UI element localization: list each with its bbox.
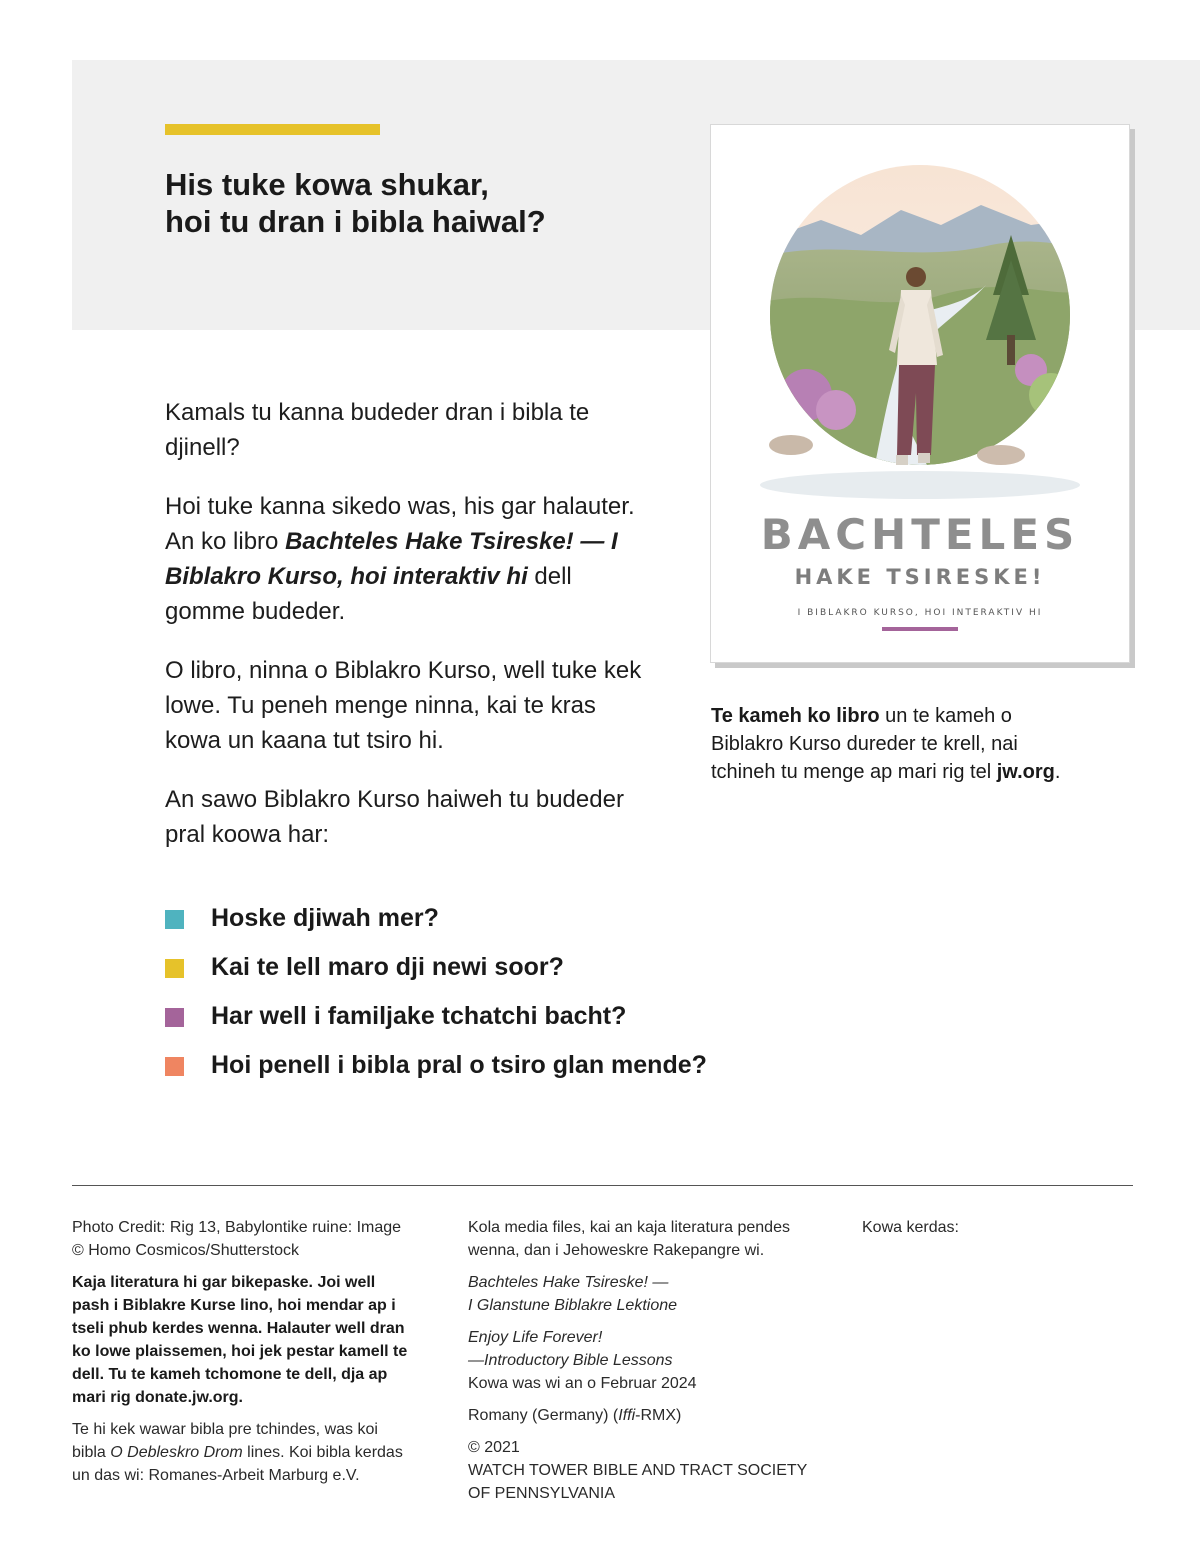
book-cover (710, 124, 1130, 663)
paragraph-2 (165, 489, 655, 629)
intro-text (165, 395, 655, 876)
square-bullet-icon (165, 1057, 184, 1076)
square-bullet-icon (165, 910, 184, 929)
local-title-line-2: I Glanstune Biblakre Lektione (468, 1297, 678, 1314)
question-item (165, 998, 725, 1034)
accent-bar (165, 124, 380, 135)
question-text: Har well i familjake tchatchi bacht? (211, 1002, 627, 1030)
caption-end: . (1054, 761, 1061, 783)
local-title-line-1: Bachteles Hake Tsireske! — (468, 1274, 669, 1291)
question-text: Hoi penell i bibla pral o tsiro glan mende? (211, 1051, 707, 1079)
language-line (468, 1404, 838, 1427)
footer-column-1 (72, 1216, 412, 1496)
media-note: Kola media files, kai an kaja literatura pendes wenna, dan i Jehoweskre Rakepangre wi. (468, 1219, 790, 1259)
publisher-line-2: OF PENNSYLVANIA (468, 1485, 615, 1502)
footer-divider (72, 1185, 1133, 1186)
paragraph-4: An sawo Biblakro Kurso haiweh tu budeder pral koowa har: (165, 786, 624, 848)
book-accent-line (882, 627, 958, 631)
copyright-block (468, 1436, 838, 1505)
book-tagline: I BIBLAKRO KURSO, HOI INTERAKTIV HI (797, 608, 1043, 618)
question-item (165, 900, 725, 936)
footer-column-2 (468, 1216, 838, 1514)
local-title (468, 1271, 838, 1317)
question-item (165, 949, 725, 985)
english-title (468, 1326, 838, 1395)
footer-column-3 (862, 1216, 1062, 1248)
bible-note-end: lines. Koi bibla kerdas un das wi: Romanes-Arbeit Marburg e.V. (72, 1444, 403, 1484)
copyright-year: © 2021 (468, 1439, 520, 1456)
book-caption (711, 702, 1071, 786)
book-title: BACHTELES (760, 510, 1080, 559)
distributor-label: Kowa kerdas: (862, 1219, 959, 1236)
book-title-inline: Bachteles Hake Tsireske! — I Biblakro Kurso, hoi interaktiv hi (165, 528, 618, 590)
question-item (165, 1047, 725, 1083)
paragraph-2-start: Hoi tuke kanna sikedo was, his gar halauter. An ko libro (165, 493, 635, 555)
question-list (165, 900, 725, 1096)
issue-date: Kowa was wi an o Februar 2024 (468, 1375, 697, 1392)
publisher-line-1: WATCH TOWER BIBLE AND TRACT SOCIETY (468, 1462, 808, 1479)
english-title-line-2: —Introductory Bible Lessons (468, 1352, 673, 1369)
paragraph-2-end: dell gomme budeder. (165, 563, 572, 625)
caption-bold: Te kameh ko libro (711, 705, 880, 727)
page-title (165, 166, 685, 240)
donation-note: Kaja literatura hi gar bikepaske. Joi well pash i Biblakre Kurse lino, hoi mendar ap i tseli phub kerdes wenna. Halauter well dran ko lowe plaissemen, hoi jek pestar kamell te dell. Tu te kameh tchomone te dell, dja ap mari rig donate.jw.org. (72, 1274, 408, 1406)
square-bullet-icon (165, 1008, 184, 1027)
photo-credit: Photo Credit: Rig 13, Babylontike ruine: Image © Homo Cosmicos/Shutterstock (72, 1219, 402, 1259)
caption-text: un te kameh o Biblakro Kurso dureder te krell, nai tchineh tu menge ap mari rig tel (711, 705, 1018, 783)
bible-note (72, 1418, 412, 1487)
language-code: Iffi (618, 1407, 636, 1424)
bible-note-start: Te hi kek wawar bibla pre tchindes, was koi bibla (72, 1421, 378, 1461)
language-end: -RMX) (635, 1407, 682, 1424)
site-link[interactable]: jw.org (996, 761, 1055, 783)
bible-title: O Debleskro Drom (110, 1444, 243, 1461)
paragraph-1: Kamals tu kanna budeder dran i bibla te djinell? (165, 399, 590, 461)
question-text: Hoske djiwah mer? (211, 904, 439, 932)
book-subtitle: HAKE TSIRESKE! (794, 565, 1046, 589)
language-start: Romany (Germany) ( (468, 1407, 619, 1424)
question-text: Kai te lell maro dji newi soor? (211, 953, 564, 981)
paragraph-3: O libro, ninna o Biblakro Kurso, well tuke kek lowe. Tu peneh menge ninna, kai te kras kowa un kaana tut tsiro hi. (165, 657, 642, 754)
headline-line-2: hoi tu dran i bibla haiwal? (165, 204, 546, 239)
headline-line-1: His tuke kowa shukar, (165, 167, 489, 202)
english-title-line-1: Enjoy Life Forever! (468, 1329, 603, 1346)
square-bullet-icon (165, 959, 184, 978)
